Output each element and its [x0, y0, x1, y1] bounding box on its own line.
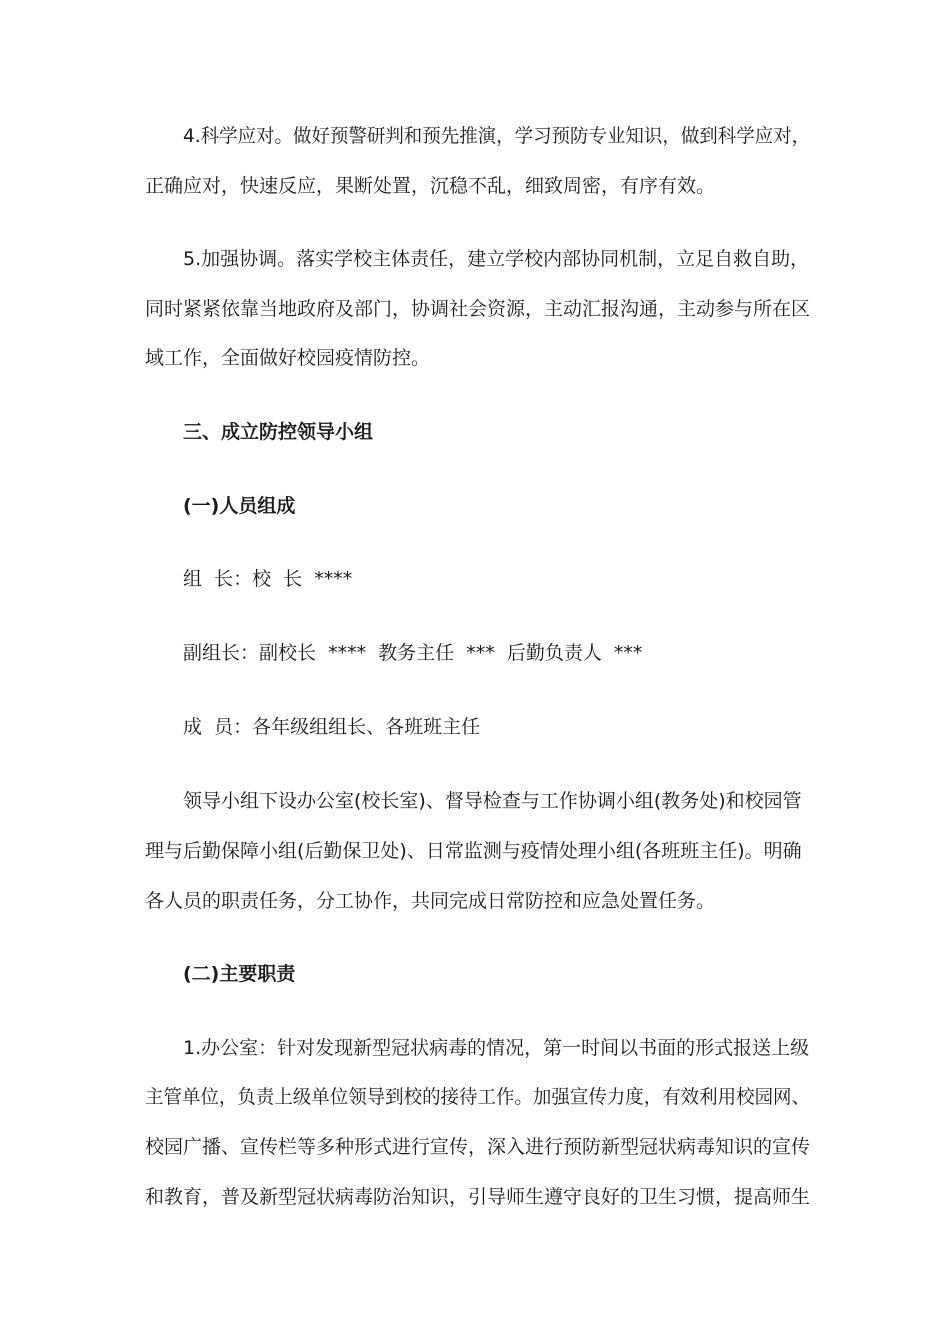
office-line3: 各人员的职责任务，分工协作，共同完成日常防控和应急处置任务。	[145, 890, 716, 912]
p4-line2: 正确应对，快速反应，果断处置，沉稳不乱，细致周密，有序有效。	[145, 175, 716, 197]
subheading-personnel: (一)人员组成	[183, 495, 296, 517]
p5-line3: 域工作，全面做好校园疫情防控。	[145, 347, 431, 369]
duty1-line2: 主管单位，负责上级单位领导到校的接待工作。加强宣传力度，有效利用校园网、	[145, 1086, 810, 1108]
section-heading-3: 三、成立防控领导小组	[183, 421, 374, 443]
duty1-line3: 校园广播、宣传栏等多种形式进行宣传，深入进行预防新型冠状病毒知识的宣传	[145, 1136, 811, 1158]
deputy-line: 副组长：副校长 **** 教务主任 *** 后勤负责人 ***	[183, 642, 643, 664]
members-line: 成 员：各年级组组长、各班班主任	[183, 716, 481, 738]
leader-line: 组 长：校 长 ****	[183, 568, 353, 590]
office-line1: 领导小组下设办公室(校长室)、督导检查与工作协调小组(教务处)和校园管	[183, 790, 802, 812]
subheading-duties: (二)主要职责	[183, 963, 296, 985]
duty1-line4: 和教育，普及新型冠状病毒防治知识，引导师生遵守良好的卫生习惯，提高师生	[145, 1186, 811, 1208]
duty1-line1: 1.办公室：针对发现新型冠状病毒的情况，第一时间以书面的形式报送上级	[183, 1037, 810, 1059]
office-line2: 理与后勤保障小组(后勤保卫处)、日常监测与疫情处理小组(各班班主任)。明确	[145, 840, 802, 862]
p4-line1: 4.科学应对。做好预警研判和预先推演，学习预防专业知识，做到科学应对，	[183, 125, 811, 147]
p5-line1: 5.加强协调。落实学校主体责任，建立学校内部协同机制，立足自救自助，	[183, 248, 810, 270]
p5-line2: 同时紧紧依靠当地政府及部门，协调社会资源，主动汇报沟通，主动参与所在区	[145, 298, 811, 320]
